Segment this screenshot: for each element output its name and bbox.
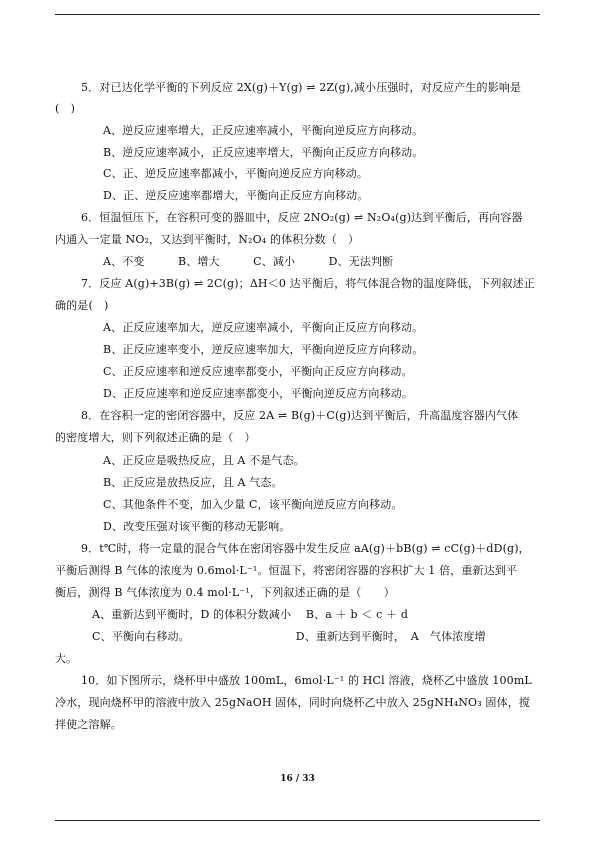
- question-9-stem-cont-1: 平衡后测得 B 气体的浓度为 0.6mol·L⁻¹。恒温下，将密闭容器的容积扩大 1 倍，重新达到平: [55, 564, 518, 577]
- question-9-stem-cont-2: 衡后，测得 B 气体浓度为 0.4 mol·L⁻¹，下列叙述正确的是（ ）: [55, 586, 395, 599]
- question-7-option-c: C、正反应速率和逆反应速率都变小，平衡向正反应方向移动。: [103, 365, 413, 378]
- question-5-answer-blank: ( ): [55, 102, 76, 115]
- question-5-option-c: C、正、逆反应速率都减小，平衡向逆反应方向移动。: [103, 167, 369, 180]
- question-8-stem: 8．在容积一定的密闭容器中，反应 2A ⇌ B(g)＋C(g)达到平衡后，升高温度容器内气体: [81, 409, 519, 422]
- question-10-stem-cont-2: 拌使之溶解。: [55, 718, 122, 731]
- question-8-option-d: D、改变压强对该平衡的移动无影响。: [103, 520, 291, 533]
- question-7-option-b: B、正反应速率变小，逆反应速率加大，平衡向逆反应方向移动。: [103, 343, 424, 356]
- question-9-options-ab: A、重新达到平衡时，D 的体积分数减小 B、a ＋ b ＜ c ＋ d: [92, 608, 409, 621]
- header-rule: [55, 14, 540, 15]
- question-9-options-cd: C、平衡向右移动。 D、重新达到平衡时， A 气体浓度增: [92, 630, 486, 643]
- question-6-stem: 6．恒温恒压下，在容积可变的器皿中，反应 2NO₂(g) ⇌ N₂O₄(g)达到平衡后，再向容器: [81, 211, 523, 224]
- question-9-option-d-cont: 大。: [55, 652, 78, 665]
- question-5-option-d: D、正、逆反应速率都增大，平衡向正反应方向移动。: [103, 189, 369, 202]
- question-7-stem: 7．反应 A(g)+3B(g) ⇌ 2C(g)；ΔH＜0 达平衡后，将气体混合物的温度降低，下列叙述正: [81, 277, 535, 290]
- question-9-stem: 9．t℃时，将一定量的混合气体在密闭容器中发生反应 aA(g)＋bB(g) ⇌ cC(g)＋dD(g)，: [81, 542, 530, 555]
- page-number: 16 / 33: [280, 774, 315, 784]
- question-8-option-b: B、正反应是放热反应，且 A 气态。: [103, 476, 283, 489]
- question-7-option-d: D、正反应速率和逆反应速率都变小，平衡向逆反应方向移动。: [103, 387, 414, 400]
- question-6-stem-cont: 内通入一定量 NO₂，又达到平衡时，N₂O₄ 的体积分数（ ）: [55, 233, 360, 246]
- question-7-stem-cont: 确的是( ): [55, 299, 109, 312]
- question-8-stem-cont: 的密度增大，则下列叙述正确的是（ ）: [55, 431, 256, 444]
- question-7-option-a: A、正反应速率加大，逆反应速率减小，平衡向正反应方向移动。: [103, 321, 424, 334]
- question-8-option-a: A、正反应是吸热反应，且 A 不是气态。: [103, 454, 305, 467]
- footer-rule: [55, 820, 540, 821]
- question-5-option-a: A、逆反应速率增大，正反应速率减小，平衡向逆反应方向移动。: [103, 124, 424, 137]
- question-5-option-b: B、逆反应速率减小，正反应速率增大，平衡向正反应方向移动。: [103, 146, 424, 159]
- question-10-stem: 10．如下图所示，烧杯甲中盛放 100mL，6mol·L⁻¹ 的 HCl 溶液，烧杯乙中盛放 100mL: [81, 674, 532, 687]
- question-5-stem: 5．对已达化学平衡的下列反应 2X(g)＋Y(g) ⇌ 2Z(g),减小压强时，对反应产生的影响是: [81, 81, 522, 94]
- question-8-option-c: C、其他条件不变，加入少量 C，该平衡向逆反应方向移动。: [103, 498, 403, 511]
- question-10-stem-cont-1: 冷水，现向烧杯甲的溶液中放入 25gNaOH 固体，同时向烧杯乙中放入 25gNH₄NO₃ 固体，搅: [55, 696, 531, 709]
- question-6-options: A、不变 B、增大 C、减小 D、无法判断: [103, 255, 394, 268]
